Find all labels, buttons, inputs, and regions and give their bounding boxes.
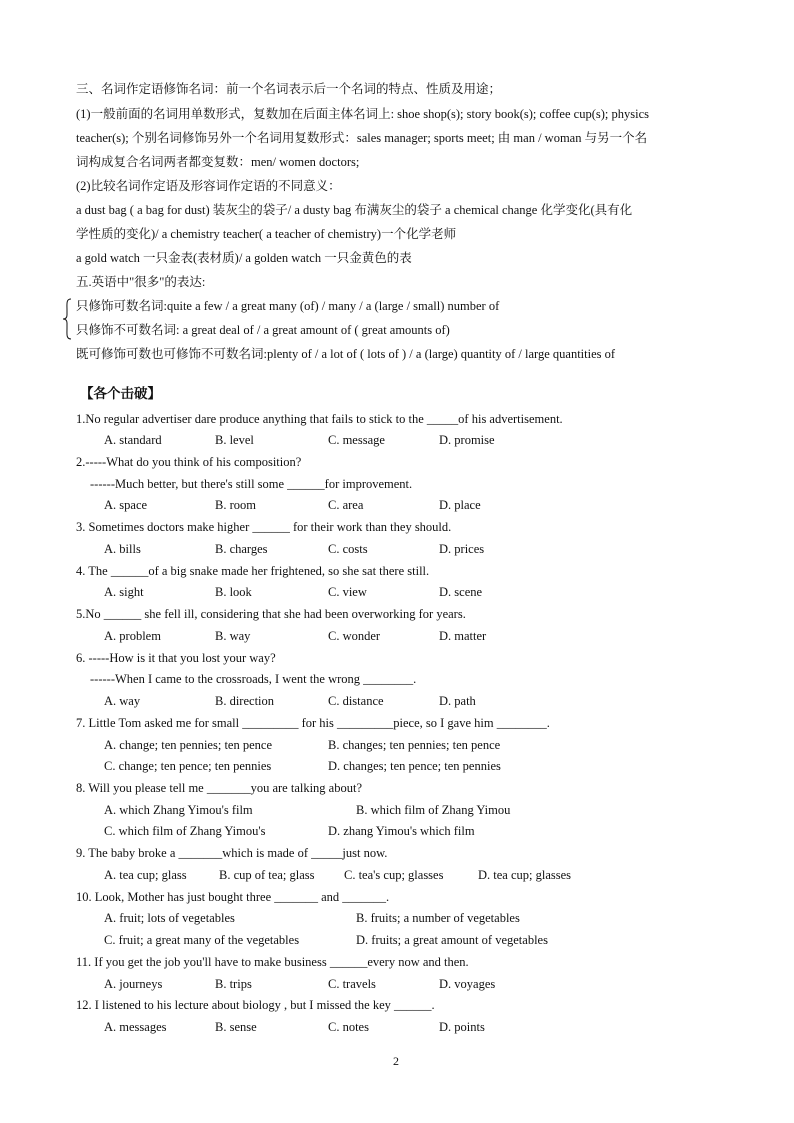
option-c: C. travels (328, 977, 376, 991)
many-countable-line: 只修饰可数名词:quite a few / a great many (of) / many / a (large / small) number of (76, 299, 500, 313)
option-d: D. scene (439, 585, 483, 599)
option-d: D. points (439, 1020, 485, 1034)
question-10-stem: 10. Look, Mother has just bought three _______ and _______. (76, 890, 390, 904)
option-a: A. sight (104, 585, 144, 599)
rule-1-line-2: teacher(s); 个别名词修饰另外一个名词用复数形式：sales manager; sports meet; 由 man / woman 与另一个名 (76, 131, 648, 145)
question-7-stem: 7. Little Tom asked me for small _________ for his _________piece, so I gave him ________. (76, 716, 550, 730)
rule-2-line-2: 学性质的变化)/ a chemistry teacher( a teacher of chemistry)一个化学老师 (76, 227, 457, 241)
rule-2-line-3: a gold watch 一只金表(表材质)/ a golden watch 一只金黄色的表 (76, 251, 412, 265)
option-a: A. space (104, 498, 148, 512)
option-d: D. voyages (439, 977, 496, 991)
option-b: B. level (215, 433, 254, 447)
option-b: B. fruits; a number of vegetables (356, 911, 520, 925)
question-11-stem: 11. If you get the job you'll have to make business ______every now and then. (76, 955, 469, 969)
option-b: B. way (215, 629, 251, 643)
option-c: C. fruit; a great many of the vegetables (104, 933, 300, 947)
option-b: B. cup of tea; glass (219, 868, 315, 882)
option-b: B. room (215, 498, 256, 512)
question-12-stem: 12. I listened to his lecture about biology , but I missed the key ______. (76, 998, 435, 1012)
option-a: A. way (104, 694, 141, 708)
rule-2-title: (2)比较名词作定语及形容词作定语的不同意义： (76, 179, 341, 193)
option-b: B. direction (215, 694, 275, 708)
option-a: A. change; ten pennies; ten pence (104, 738, 272, 752)
option-c: C. which film of Zhang Yimou's (104, 824, 266, 838)
section-5-title: 五.英语中"很多"的表达: (76, 275, 206, 289)
option-d: D. changes; ten pence; ten pennies (328, 759, 501, 773)
rule-2-line-1: a dust bag ( a bag for dust) 装灰尘的袋子/ a dusty bag 布满灰尘的袋子 a chemical change 化学变化(具有化 (76, 203, 633, 217)
option-d: D. zhang Yimou's which film (328, 824, 475, 838)
option-a: A. which Zhang Yimou's film (104, 803, 253, 817)
option-b: B. which film of Zhang Yimou (356, 803, 511, 817)
option-c: C. costs (328, 542, 368, 556)
option-a: A. tea cup; glass (104, 868, 187, 882)
option-a: A. fruit; lots of vegetables (104, 911, 235, 925)
question-2-stem-2: ------Much better, but there's still some ______for improvement. (90, 477, 413, 491)
many-both-line: 既可修饰可数也可修饰不可数名词:plenty of / a lot of ( lots of ) / a (large) quantity of / large quantities of (76, 347, 616, 361)
option-a: A. problem (104, 629, 161, 643)
option-d: D. fruits; a great amount of vegetables (356, 933, 548, 947)
curly-brace-icon (62, 298, 72, 340)
option-a: A. bills (104, 542, 141, 556)
option-c: C. message (328, 433, 385, 447)
question-3-stem: 3. Sometimes doctors make higher ______ for their work than they should. (76, 520, 452, 534)
rule-1-line-3: 词构成复合名词两者都变复数：men/ women doctors; (76, 155, 360, 169)
option-b: B. charges (215, 542, 268, 556)
page-number: 2 (393, 1054, 399, 1068)
option-c: C. change; ten pence; ten pennies (104, 759, 272, 773)
option-a: A. journeys (104, 977, 163, 991)
question-6-stem-2: ------When I came to the crossroads, I went the wrong ________. (90, 672, 417, 686)
option-b: B. sense (215, 1020, 257, 1034)
question-2-stem: 2.-----What do you think of his composition? (76, 455, 302, 469)
many-uncountable-line: 只修饰不可数名词: a great deal of / a great amount of ( great amounts of) (76, 323, 450, 337)
exercise-heading: 【各个击破】 (80, 386, 161, 401)
question-6-stem: 6. -----How is it that you lost your way? (76, 651, 276, 665)
option-a: A. messages (104, 1020, 167, 1034)
option-d: D. path (439, 694, 476, 708)
option-c: C. tea's cup; glasses (344, 868, 444, 882)
question-8-stem: 8. Will you please tell me _______you are talking about? (76, 781, 363, 795)
rule-1-line-1: (1)一般前面的名词用单数形式，复数加在后面主体名词上: shoe shop(s); story book(s); coffee cup(s); physics (76, 107, 649, 121)
section-3-title: 三、名词作定语修饰名词：前一个名词表示后一个名词的特点、性质及用途； (76, 82, 502, 96)
option-d: D. promise (439, 433, 495, 447)
option-c: C. distance (328, 694, 384, 708)
question-1-stem: 1.No regular advertiser dare produce anything that fails to stick to the _____of his advertisement. (76, 412, 563, 426)
option-a: A. standard (104, 433, 162, 447)
option-b: B. changes; ten pennies; ten pence (328, 738, 501, 752)
option-d: D. place (439, 498, 481, 512)
option-d: D. prices (439, 542, 485, 556)
question-9-stem: 9. The baby broke a _______which is made of _____just now. (76, 846, 388, 860)
option-b: B. look (215, 585, 252, 599)
question-4-stem: 4. The ______of a big snake made her frightened, so she sat there still. (76, 564, 430, 578)
option-b: B. trips (215, 977, 252, 991)
option-c: C. wonder (328, 629, 381, 643)
option-c: C. area (328, 498, 364, 512)
option-c: C. notes (328, 1020, 369, 1034)
option-c: C. view (328, 585, 367, 599)
option-d: D. tea cup; glasses (478, 868, 572, 882)
option-d: D. matter (439, 629, 487, 643)
question-5-stem: 5.No ______ she fell ill, considering that she had been overworking for years. (76, 607, 466, 621)
